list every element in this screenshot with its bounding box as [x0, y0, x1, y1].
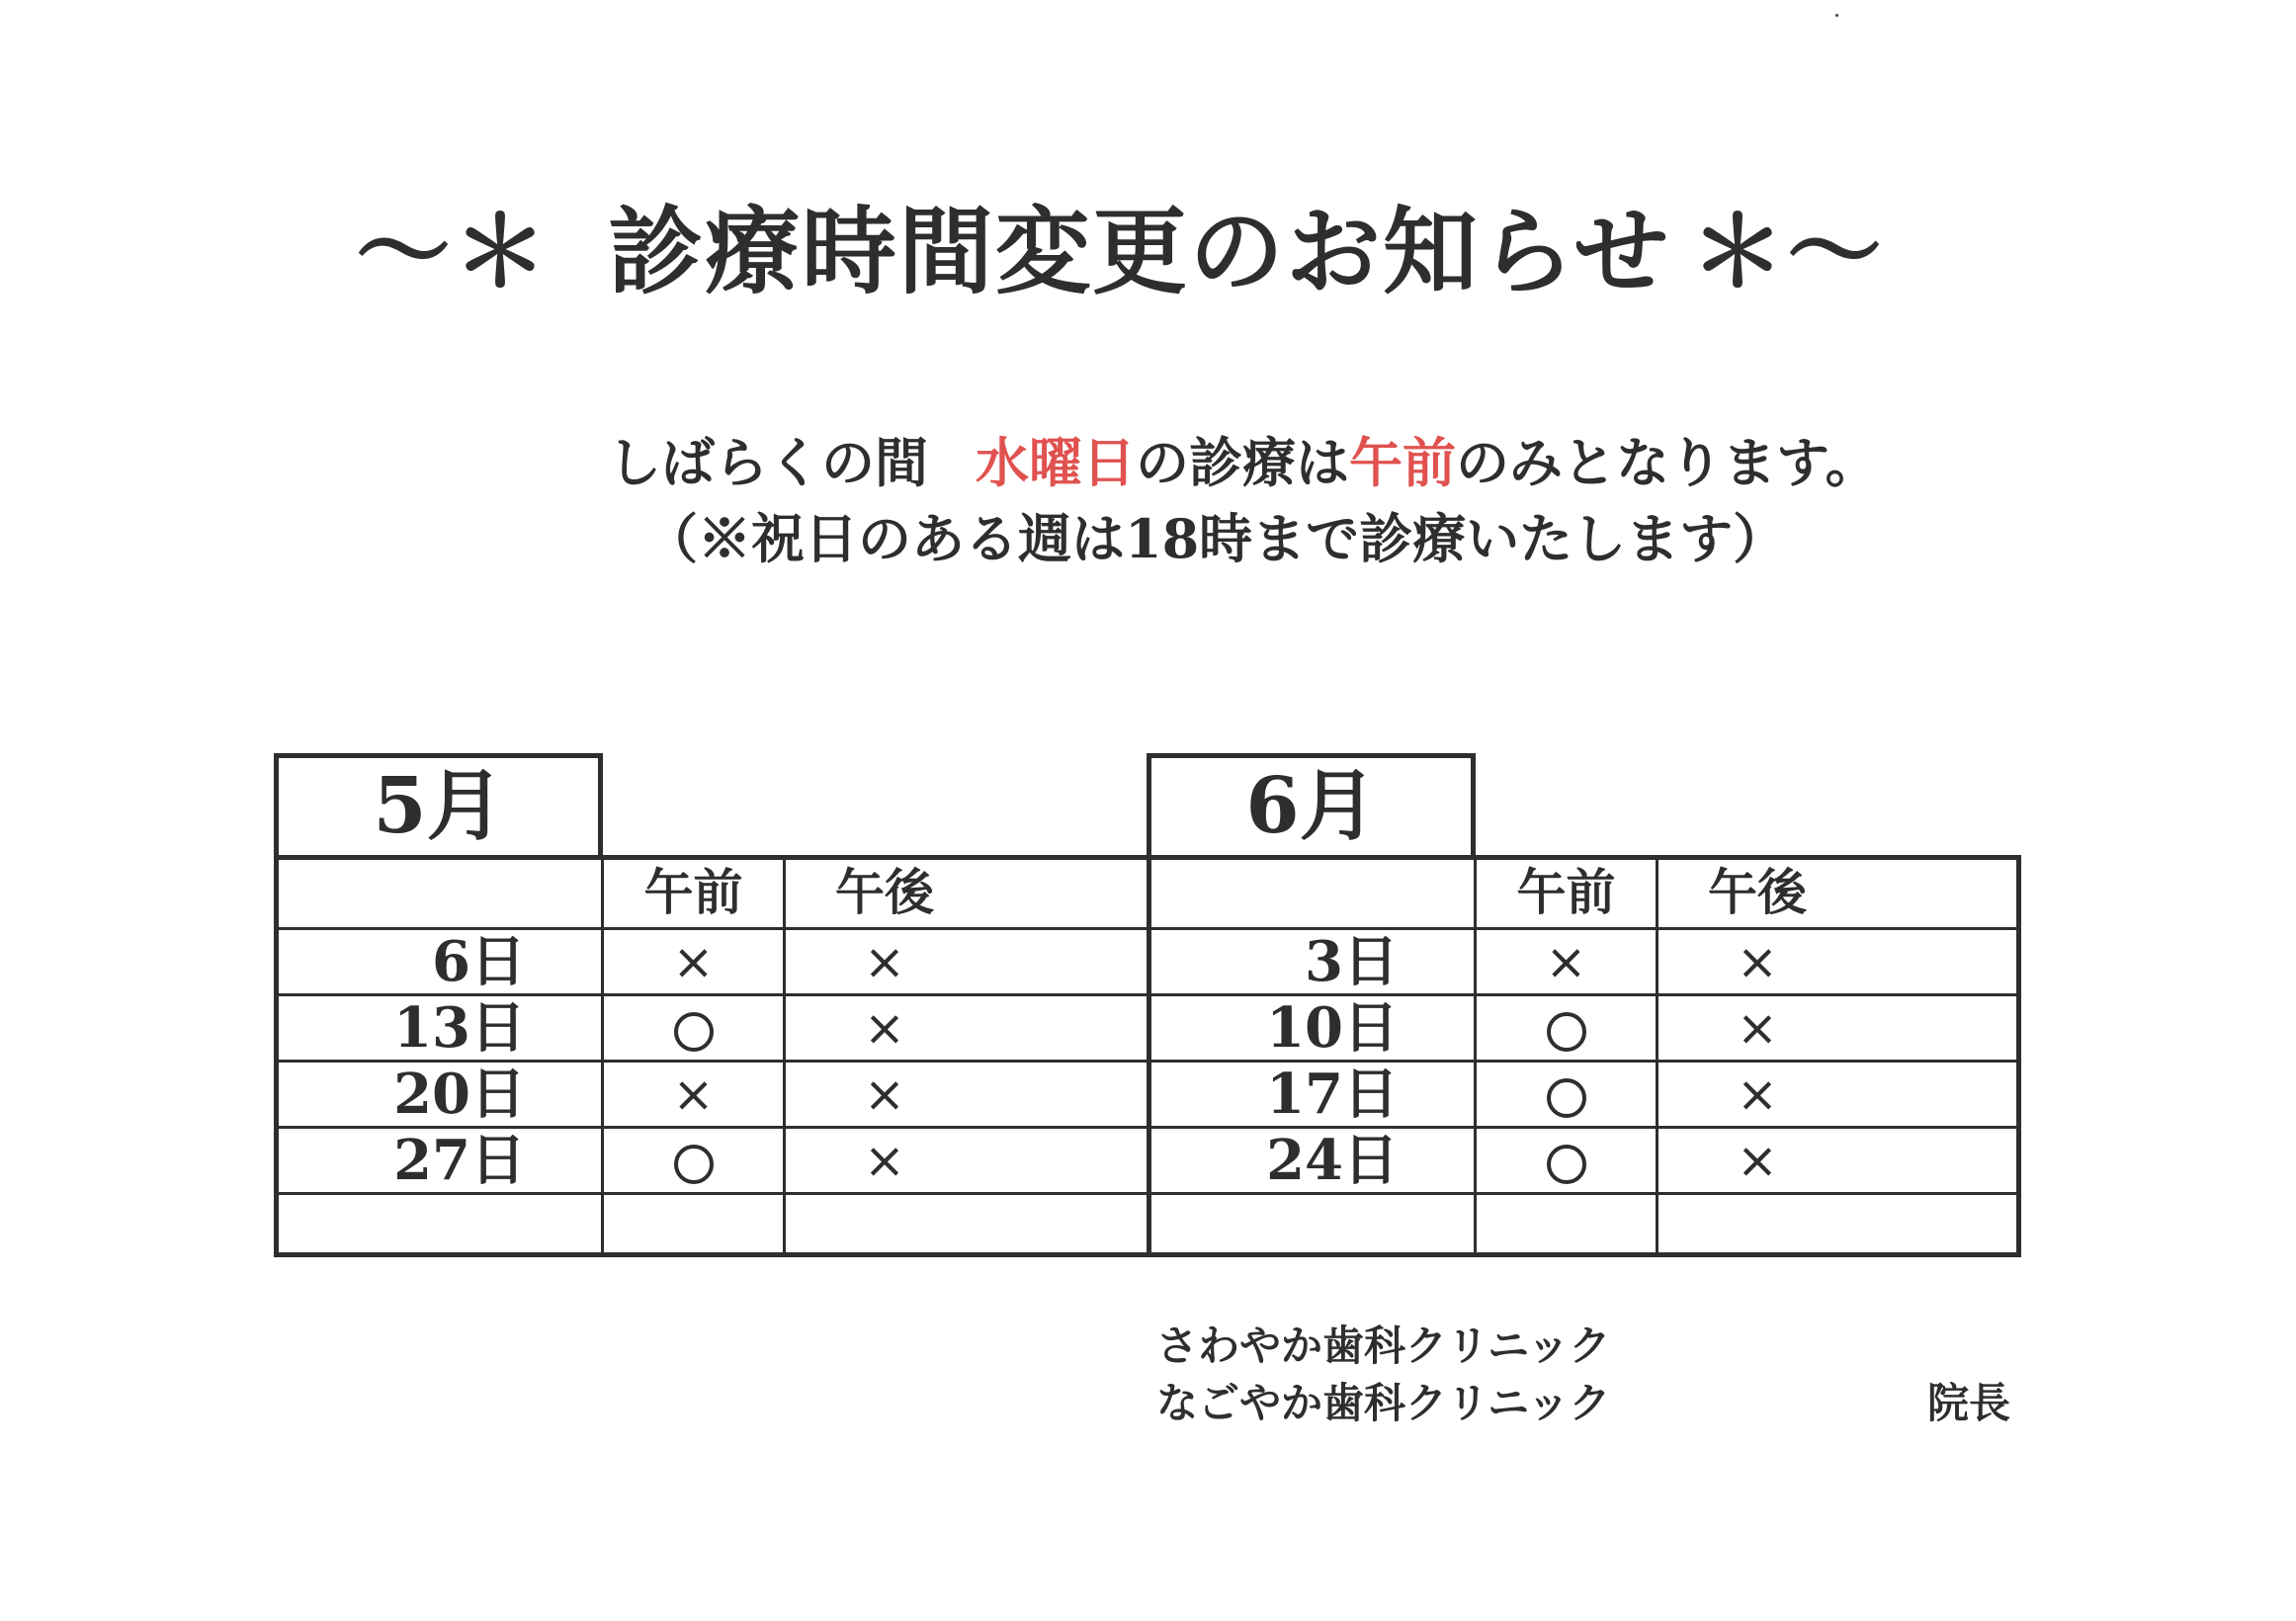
clinic-names: [1156, 1318, 1610, 1432]
june-am-2: [1477, 995, 1656, 1061]
cross-mark-icon: ×: [1545, 933, 1587, 990]
june-date-3: 17日: [1266, 1062, 1399, 1127]
june-am-1: [1477, 929, 1656, 994]
page-title: [356, 193, 1884, 311]
june-am-header: 午前: [1516, 863, 1616, 921]
cross-mark-icon: ×: [1737, 1066, 1778, 1123]
notice-line-2: （※祝日のある週は18時まで診療いたします）: [644, 507, 1787, 570]
may-pm-header: 午後: [835, 863, 934, 921]
notice-highlight-wednesday: 水曜日: [976, 431, 1136, 494]
cross-mark-icon: ×: [864, 1132, 905, 1189]
director-signature: 院長: [1927, 1379, 2011, 1427]
june-date-1: 3日: [1305, 929, 1399, 994]
may-pm-4: [786, 1128, 983, 1193]
cross-mark-icon: ×: [1737, 1132, 1778, 1189]
june-am-4: [1477, 1128, 1656, 1193]
title-decoration-left: ～＊: [356, 196, 550, 307]
circle-mark-icon: [674, 1012, 714, 1052]
notice-line-1: [608, 423, 1879, 502]
clinic-name-sawayaka: さわやか歯科クリニック: [1156, 1322, 1611, 1370]
cross-mark-icon: ×: [672, 933, 715, 990]
june-pm-4: [1658, 1128, 1856, 1193]
circle-mark-icon: [1547, 1145, 1586, 1184]
cross-mark-icon: ×: [864, 999, 905, 1057]
notice-highlight-morning: 午前: [1349, 431, 1456, 494]
june-am-3: [1477, 1062, 1656, 1127]
circle-mark-icon: [1547, 1078, 1586, 1118]
may-am-3: [604, 1062, 783, 1127]
cross-mark-icon: ×: [1737, 933, 1778, 990]
may-date-1: 6日: [432, 929, 526, 994]
june-pm-2: [1658, 995, 1856, 1061]
june-pm-1: [1658, 929, 1856, 994]
may-pm-3: [786, 1062, 983, 1127]
title-decoration-right: ＊～: [1690, 196, 1884, 307]
june-pm-3: [1658, 1062, 1856, 1127]
title-text: 診療時間変更のお知らせ: [608, 196, 1671, 307]
may-date-2: 13日: [393, 995, 526, 1061]
scan-speck: [1835, 14, 1838, 17]
cross-mark-icon: ×: [1737, 999, 1778, 1057]
may-date-3: 20日: [393, 1062, 526, 1127]
may-am-header: 午前: [643, 863, 743, 921]
notice-suffix: のみとなります。: [1456, 431, 1879, 494]
month-tab-june: 6月: [1147, 753, 1476, 856]
cross-mark-icon: ×: [672, 1066, 715, 1123]
june-pm-header: 午後: [1708, 863, 1807, 921]
notice-prefix: しばらくの間: [608, 431, 928, 494]
circle-mark-icon: [674, 1145, 714, 1184]
may-am-2: [604, 995, 783, 1061]
may-pm-1: [786, 929, 983, 994]
clinic-name-nagoyaka: なごやか歯科クリニック: [1156, 1379, 1611, 1427]
june-date-4: 24日: [1266, 1128, 1399, 1193]
may-am-4: [604, 1128, 783, 1193]
may-date-4: 27日: [393, 1128, 526, 1193]
month-tab-may: 5月: [274, 753, 603, 856]
cross-mark-icon: ×: [864, 933, 905, 990]
june-date-2: 10日: [1266, 995, 1399, 1061]
cross-mark-icon: ×: [864, 1066, 905, 1123]
schedule-table: [274, 855, 2021, 1257]
may-pm-2: [786, 995, 983, 1061]
may-am-1: [604, 929, 783, 994]
notice-mid: の診療は: [1136, 431, 1349, 494]
circle-mark-icon: [1547, 1012, 1586, 1052]
